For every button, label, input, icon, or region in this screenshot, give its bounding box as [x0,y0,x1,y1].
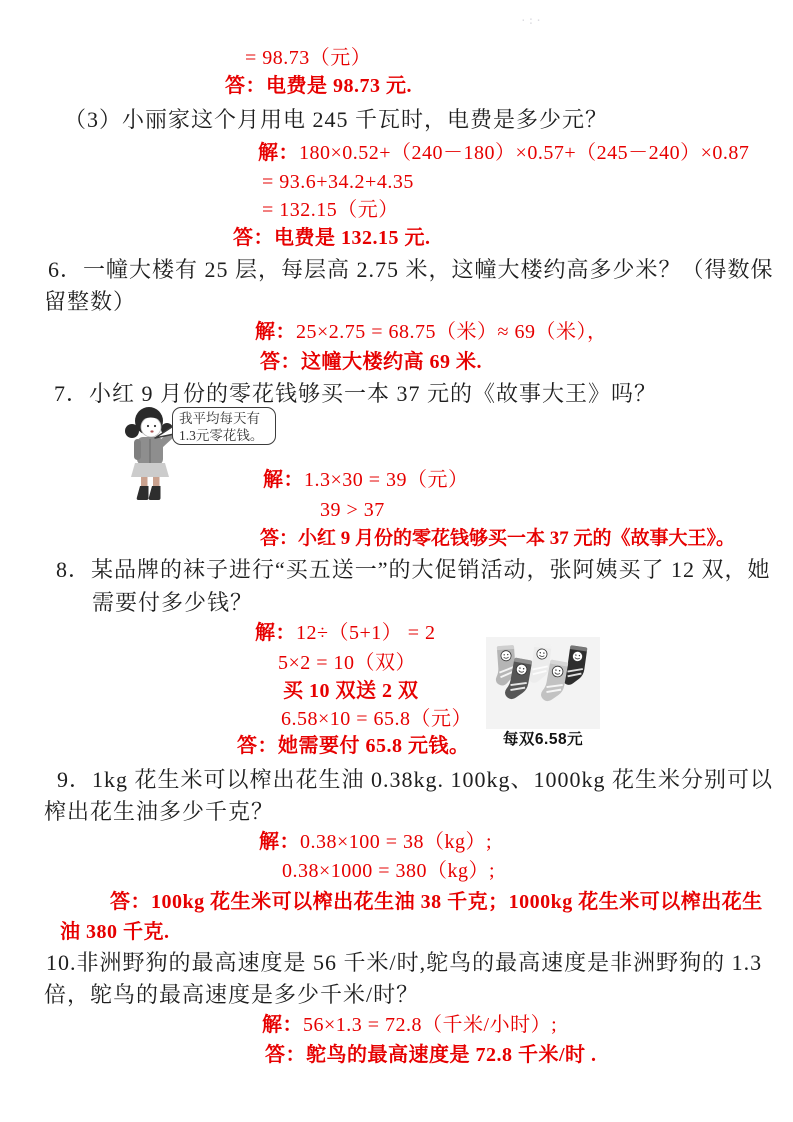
bubble-text-line2: 1.3元零花钱。 [179,428,264,443]
speech-bubble [172,407,276,445]
solution-line [245,46,371,71]
solution-line [320,498,385,523]
solution-text: 0.38×100 = 38（kg）; [300,831,493,853]
jie-label: 解： [262,1014,303,1036]
answer-text: 答：电费是 98.73 元. [225,75,412,97]
solution-text: = 93.6+34.2+4.35 [262,171,414,193]
solution-line [281,707,472,732]
bubble-text-line1: 我平均每天有 [179,411,260,426]
jie-label: 解： [255,622,296,644]
jie-label: 解： [259,831,300,853]
answer-text: 答：这幢大楼约高 69 米. [260,351,482,373]
solution-line [262,198,399,223]
question-line [46,949,762,977]
solution-line [262,1013,557,1038]
solution-text: 25×2.75 = 68.75（米）≈ 69（米）， [296,321,608,343]
question-text: 需要付多少钱？ [92,590,254,615]
jie-label: 解： [258,142,299,164]
answer-text: 答：100kg 花生米可以榨出花生油 38 千克；1000kg 花生米可以榨出花生 [110,891,763,913]
answer-text: 答：鸵鸟的最高速度是 72.8 千米/时 . [265,1044,597,1066]
question-line [56,556,771,584]
solution-line [263,468,469,493]
solution-text: 买 10 双送 2 双 [283,680,419,702]
faint-artifact: ·:· [520,14,543,27]
question-text: 留整数） [44,289,137,314]
answer-line [233,226,431,251]
question-text: 9．1kg 花生米可以榨出花生油 0.38kg. 100kg、1000kg 花生米分别可以 [57,767,774,792]
solution-line [283,679,419,704]
question-text: 榨出花生油多少千克？ [44,799,275,824]
solution-text: 6.58×10 = 65.8（元） [281,708,473,730]
solution-line [258,141,749,166]
solution-text: = 132.15（元） [262,199,399,221]
answer-line [237,734,470,759]
solution-text: 180×0.52+（240－180）×0.57+（245－240）×0.87 [299,142,750,164]
solution-line [255,621,436,646]
question-line [92,589,253,617]
solution-text: 1.3×30 = 39（元） [304,469,469,491]
answer-text: 油 380 千克. [60,921,170,943]
solution-text: 5×2 = 10（双） [278,652,417,674]
question-text: 倍，鸵鸟的最高速度是多少千米/时？ [44,982,420,1007]
question-line [44,288,136,316]
solution-text: = 98.73（元） [245,47,372,69]
answer-text: 答：她需要付 65.8 元钱。 [237,735,470,757]
answer-line [265,1043,597,1068]
solution-text: 0.38×1000 = 380（kg）; [282,860,496,882]
socks-photo [486,637,600,729]
answer-text: 答：电费是 132.15 元. [233,227,431,249]
question-line [64,106,608,134]
question-line [44,798,274,826]
solution-line [282,859,495,884]
answer-line [225,74,412,99]
solution-line [259,830,492,855]
question-text: 10.非洲野狗的最高速度是 56 千米/时,鸵鸟的最高速度是非洲野狗的 1.3 [46,950,763,975]
solution-line [278,651,416,676]
jie-label: 解： [255,321,296,343]
answer-line [260,527,735,551]
answer-line [110,890,763,915]
jie-label: 解： [263,469,304,491]
solution-line [255,320,608,345]
question-text: 7．小红 9 月份的零花钱够买一本 37 元的《故事大王》吗？ [54,381,658,406]
question-line [44,981,419,1009]
answer-line [260,350,482,375]
question-line [57,766,773,794]
question-text: （3）小丽家这个月用电 245 千瓦时，电费是多少元？ [64,107,609,132]
solution-line [262,170,414,195]
question-text: 8．某品牌的袜子进行“买五送一”的大促销活动，张阿姨买了 12 双，她 [56,557,771,582]
solution-text: 39 > 37 [320,499,385,521]
solution-text: 12÷（5+1） = 2 [296,622,436,644]
solution-text: 56×1.3 = 72.8（千米/小时）; [303,1014,558,1036]
question-text: 6．一幢大楼有 25 层，每层高 2.75 米，这幢大楼约高多少米？（得数保 [48,257,774,282]
answer-text: 答：小红 9 月份的零花钱够买一本 37 元的《故事大王》。 [260,528,736,549]
question-line [48,256,774,284]
answer-line [60,920,170,945]
socks-price-caption: 每双6.58元 [502,731,584,748]
